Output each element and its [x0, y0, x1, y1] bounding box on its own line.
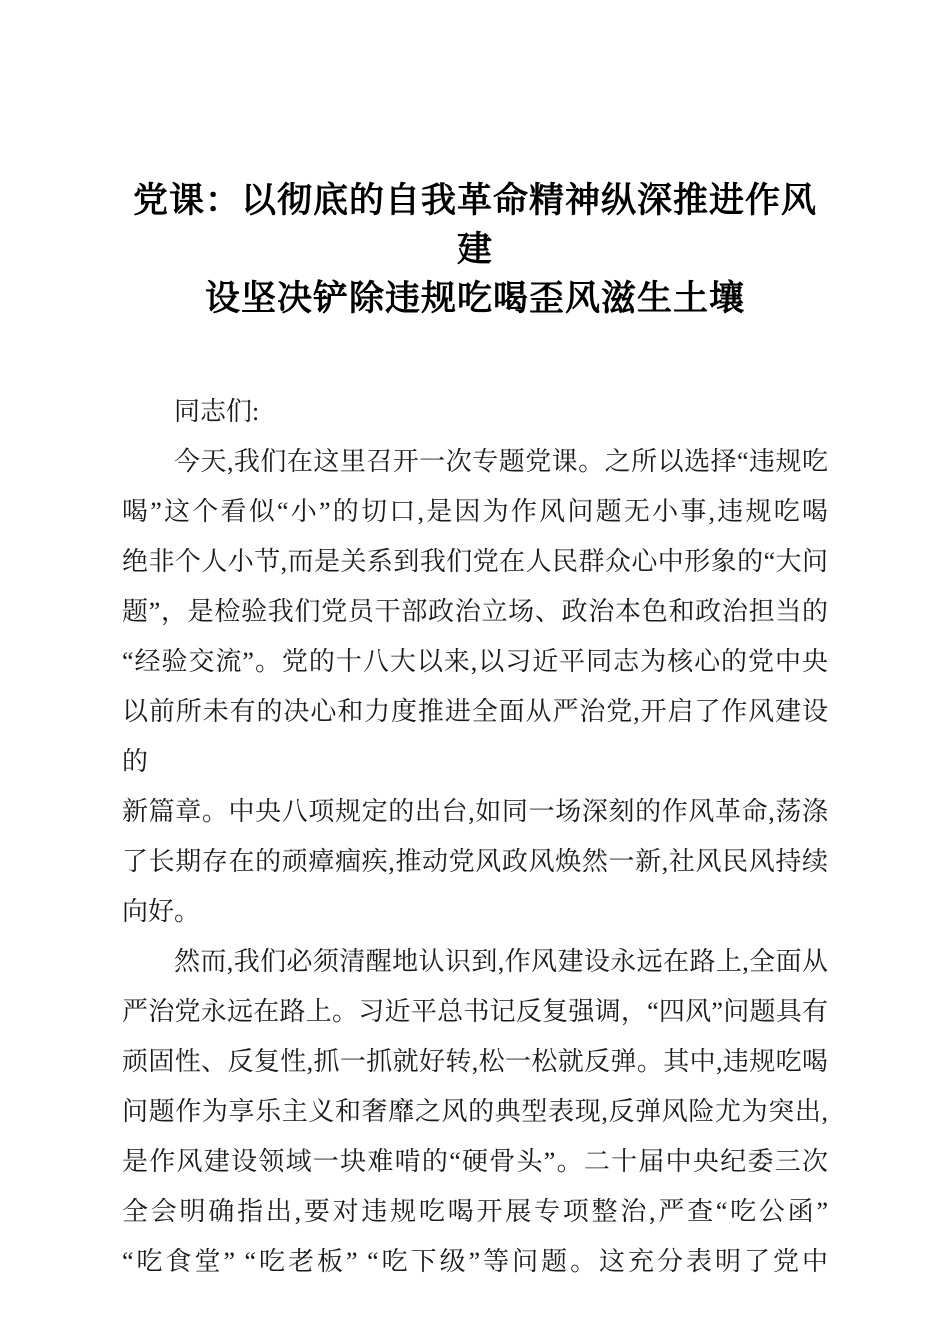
body-line: 向好。 — [122, 897, 201, 926]
body-line: 同志们: — [174, 397, 260, 426]
body-line: 以前所未有的决心和力度推进全面从严治党,开启了作风建设的 — [122, 697, 828, 776]
body-line: 是作风建设领域一块难啃的“硬骨头”。二十届中央纪委三次 — [122, 1147, 828, 1176]
body-line: 今天,我们在这里召开一次专题党课。之所以选择“违规吃 — [174, 447, 828, 476]
paragraph — [122, 937, 828, 1287]
document-body — [122, 387, 828, 1287]
paragraph — [122, 387, 828, 437]
body-line: 顽固性、反复性,抓一抓就好转,松一松就反弹。其中,违规吃喝 — [122, 1047, 828, 1076]
body-line: 题”，是检验我们党员干部政治立场、政治本色和政治担当的 — [122, 597, 828, 626]
body-line: “吃食堂” “吃老板” “吃下级”等问题。这充分表明了党中 — [122, 1247, 828, 1276]
body-line: 新篇章。中央八项规定的出台,如同一场深刻的作风革命,荡涤 — [122, 797, 828, 826]
body-line: 严治党永远在路上。习近平总书记反复强调，“四风”问题具有 — [122, 997, 828, 1026]
body-line: 然而,我们必须清醒地认识到,作风建设永远在路上,全面从 — [174, 947, 828, 976]
body-line: 绝非个人小节,而是关系到我们党在人民群众心中形象的“大问 — [122, 547, 828, 576]
body-line: 问题作为享乐主义和奢靡之风的典型表现,反弹风险尤为突出, — [122, 1097, 828, 1126]
body-line: 全会明确指出,要对违规吃喝开展专项整治,严查“吃公函” — [122, 1197, 828, 1226]
body-line: 了长期存在的顽瘴痼疾,推动党风政风焕然一新,社风民风持续 — [122, 847, 828, 876]
title-line: 党课：以彻底的自我革命精神纵深推进作风建 — [132, 181, 817, 269]
body-line: 喝”这个看似“小”的切口,是因为作风问题无小事,违规吃喝 — [122, 497, 828, 526]
body-line: “经验交流”。党的十八大以来,以习近平同志为核心的党中央 — [122, 647, 828, 676]
title-line: 设坚决铲除违规吃喝歪风滋生土壤 — [204, 279, 745, 318]
document-title — [122, 176, 828, 323]
paragraph — [122, 437, 828, 937]
